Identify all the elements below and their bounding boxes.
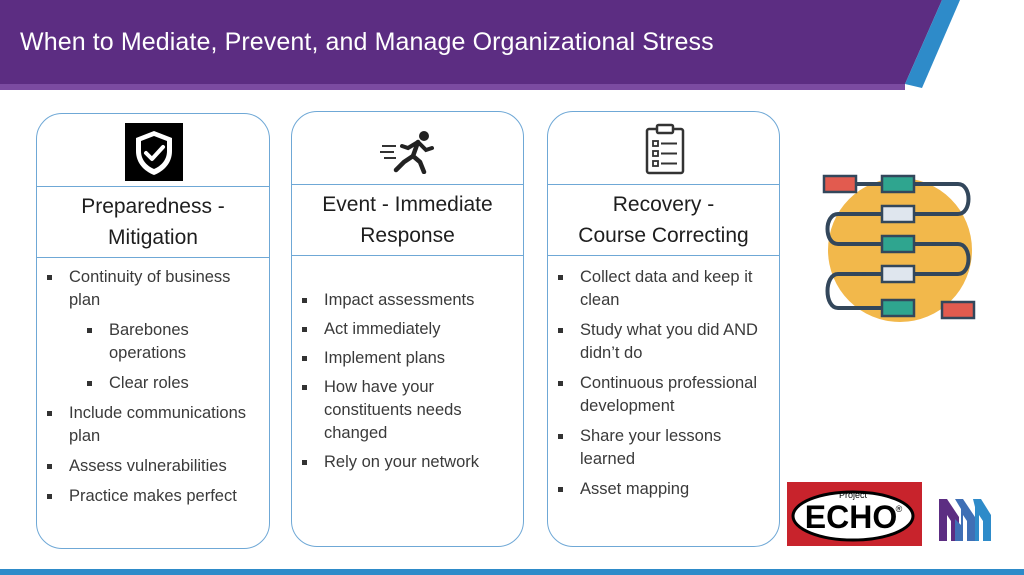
echo-logo-text: ECHO [804,499,898,535]
list-item-sub: Barebones operations [43,319,265,365]
list-item: Collect data and keep it clean [554,266,764,312]
echo-logo-small-text: Project [838,490,868,500]
card-heading [37,186,269,258]
list-item: Include communications plan [43,402,265,448]
card-list [554,266,764,501]
card-heading-line2: Course Correcting [578,224,749,247]
card-heading-line1: Preparedness - [81,195,225,218]
card-heading-line2: Mitigation [108,226,198,249]
card-icon-area [292,112,523,182]
bottom-accent-line [0,569,1024,575]
list-item: Asset mapping [554,478,764,501]
card-heading-line1: Event - Immediate [322,193,493,216]
list-item: Study what you did AND didn’t do [554,319,764,365]
echo-logo [787,482,922,546]
card-list [43,266,265,508]
list-item-sub: Clear roles [43,372,265,395]
clipboard-checklist-icon [645,123,685,175]
list-item: Continuity of business plan [43,266,265,312]
list-item: Implement plans [298,347,520,370]
list-item: Assess vulnerabilities [43,455,265,478]
running-person-icon [380,130,436,174]
list-item: Continuous professional development [554,372,764,418]
echo-logo-mark [787,482,922,546]
list-item: Rely on your network [298,451,520,474]
header-bar [0,0,1024,95]
list-item: Share your lessons learned [554,425,764,471]
card-recovery [547,111,780,547]
list-item: Impact assessments [298,289,520,312]
card-heading [548,184,779,256]
card-preparedness [36,113,270,549]
shield-check-icon [125,123,183,181]
list-item: How have your constituents needs changed [298,376,520,445]
card-icon-area [548,112,779,182]
list-item: Practice makes perfect [43,485,265,508]
card-event [291,111,524,547]
slide-title: When to Mediate, Prevent, and Manage Organizational Stress [20,28,714,56]
card-icon-area [37,114,269,184]
list-item: Act immediately [298,318,520,341]
card-heading [292,184,523,256]
nn-logo [937,495,993,543]
echo-logo-registered: ® [895,504,903,514]
card-list [298,289,520,474]
process-flow-icon [818,170,980,330]
card-heading-line1: Recovery - [612,193,715,216]
card-heading-line2: Response [360,224,455,247]
